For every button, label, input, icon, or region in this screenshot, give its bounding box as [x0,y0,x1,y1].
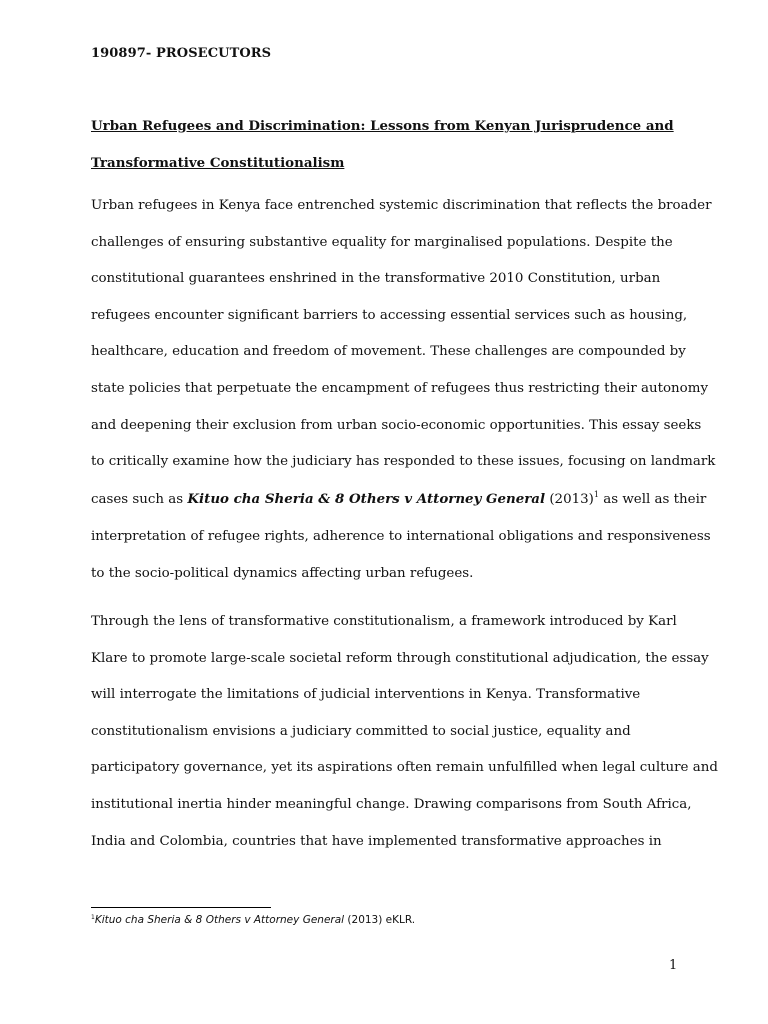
text-line: interpretation of refugee rights, adherence to international obligations and responsiveness [91,529,711,545]
text-line: and deepening their exclusion from urban socio-economic opportunities. This essay seeks [91,417,702,433]
footnote-case: Kituo cha Sheria & 8 Others v Attorney General [94,914,345,926]
document-header: 190897- PROSECUTORS [91,46,272,61]
case-year: (2013) [545,491,594,507]
text-fragment: as well as their [598,491,707,507]
text-line: to critically examine how the judiciary has responded to these issues, focusing on landmark [91,454,716,470]
text-line: Urban refugees in Kenya face entrenched systemic discrimination that reflects the broader [91,198,712,213]
footnote-text: (2013) eKLR. [344,914,416,926]
paragraph-framework [91,604,718,860]
text-line-with-citation [91,481,707,520]
page-number: 1 [669,958,678,973]
text-line: refugees encounter significant barriers to accessing essential services such as housing, [91,307,688,323]
text-line: to the socio-political dynamics affecting urban refugees. [91,565,474,581]
text-line: state policies that perpetuate the encampment of refugees thus restricting their autonomy [91,380,709,396]
paragraph-intro [91,188,716,593]
footnote-divider [91,907,271,908]
text-fragment: cases such as [91,491,188,507]
title-line: Transformative Constitutionalism [91,154,345,171]
text-line: Klare to promote large-scale societal reform through constitutional adjudication, the essay [91,650,709,666]
text-line: challenges of ensuring substantive equality for marginalised populations. Despite the [91,234,673,250]
title-line: Urban Refugees and Discrimination: Lessons from Kenyan Jurisprudence and [91,118,674,134]
footnote-number: 1 [91,914,95,921]
text-line: will interrogate the limitations of judicial interventions in Kenya. Transformative [91,687,641,703]
footnote-reference[interactable]: 1 [593,489,599,499]
footnote [91,914,415,926]
text-line: healthcare, education and freedom of movement. These challenges are compounded by [91,344,686,360]
text-line: participatory governance, yet its aspirations often remain unfulfilled when legal culture and [91,760,718,776]
text-line: institutional inertia hinder meaningful change. Drawing comparisons from South Africa, [91,796,692,812]
case-citation: Kituo cha Sheria & 8 Others v Attorney General [187,490,546,507]
text-line: Through the lens of transformative constitutionalism, a framework introduced by Karl [91,614,677,629]
text-line: India and Colombia, countries that have implemented transformative approaches in [91,833,662,849]
text-line: constitutionalism envisions a judiciary committed to social justice, equality and [91,723,631,739]
text-line: constitutional guarantees enshrined in the transformative 2010 Constitution, urban [91,271,661,287]
essay-title [91,108,691,181]
